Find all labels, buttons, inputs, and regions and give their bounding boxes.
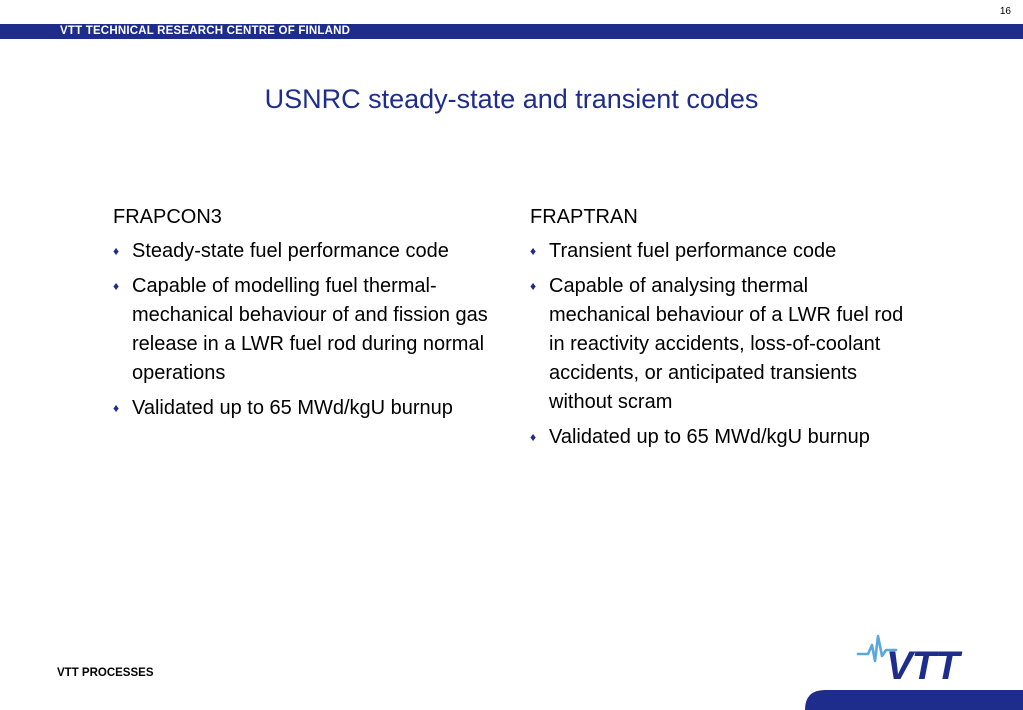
bullet-text: Validated up to 65 MWd/kgU burnup: [549, 426, 870, 448]
bullet-text: Steady-state fuel performance code: [132, 240, 449, 262]
bullet-list: [530, 237, 910, 452]
bullet-text: Transient fuel performance code: [549, 240, 837, 262]
diamond-bullet-icon: ♦: [113, 279, 120, 293]
diamond-bullet-icon: ♦: [530, 244, 537, 258]
bullet-item: [530, 237, 910, 266]
footer-accent-shape: [805, 690, 1023, 710]
header-band: [0, 24, 1023, 39]
bullet-list: [113, 237, 498, 423]
logo-wordmark: VTT: [886, 644, 959, 683]
bullet-text: Validated up to 65 MWd/kgU burnup: [132, 397, 453, 419]
bullet-item: [113, 394, 498, 423]
slide-title: USNRC steady-state and transient codes: [264, 84, 759, 114]
vtt-logo-icon: [856, 633, 980, 683]
bullet-item: [530, 272, 910, 417]
column-frapcon3: [113, 203, 498, 429]
bullet-text: Capable of analysing thermal mechanical behaviour of a LWR fuel rod in reactivity accidents, loss-of-coolant accidents, or anticipated transients without scram: [549, 275, 904, 413]
diamond-bullet-icon: ♦: [530, 279, 537, 293]
column-heading: FRAPTRAN: [530, 206, 638, 228]
header-org-name: VTT TECHNICAL RESEARCH CENTRE OF FINLAND: [60, 25, 351, 37]
page-number: 16: [999, 6, 1011, 17]
bullet-item: [113, 272, 498, 388]
footer-label: VTT PROCESSES: [57, 667, 154, 679]
column-heading: FRAPCON3: [113, 206, 222, 228]
bullet-text: Capable of modelling fuel thermal-mechanical behaviour of and fission gas release in a LWR fuel rod during normal operations: [132, 275, 488, 384]
bullet-item: [113, 237, 498, 266]
diamond-bullet-icon: ♦: [113, 244, 120, 258]
diamond-bullet-icon: ♦: [530, 430, 537, 444]
bullet-item: [530, 423, 910, 452]
column-fraptran: [530, 203, 910, 458]
diamond-bullet-icon: ♦: [113, 401, 120, 415]
